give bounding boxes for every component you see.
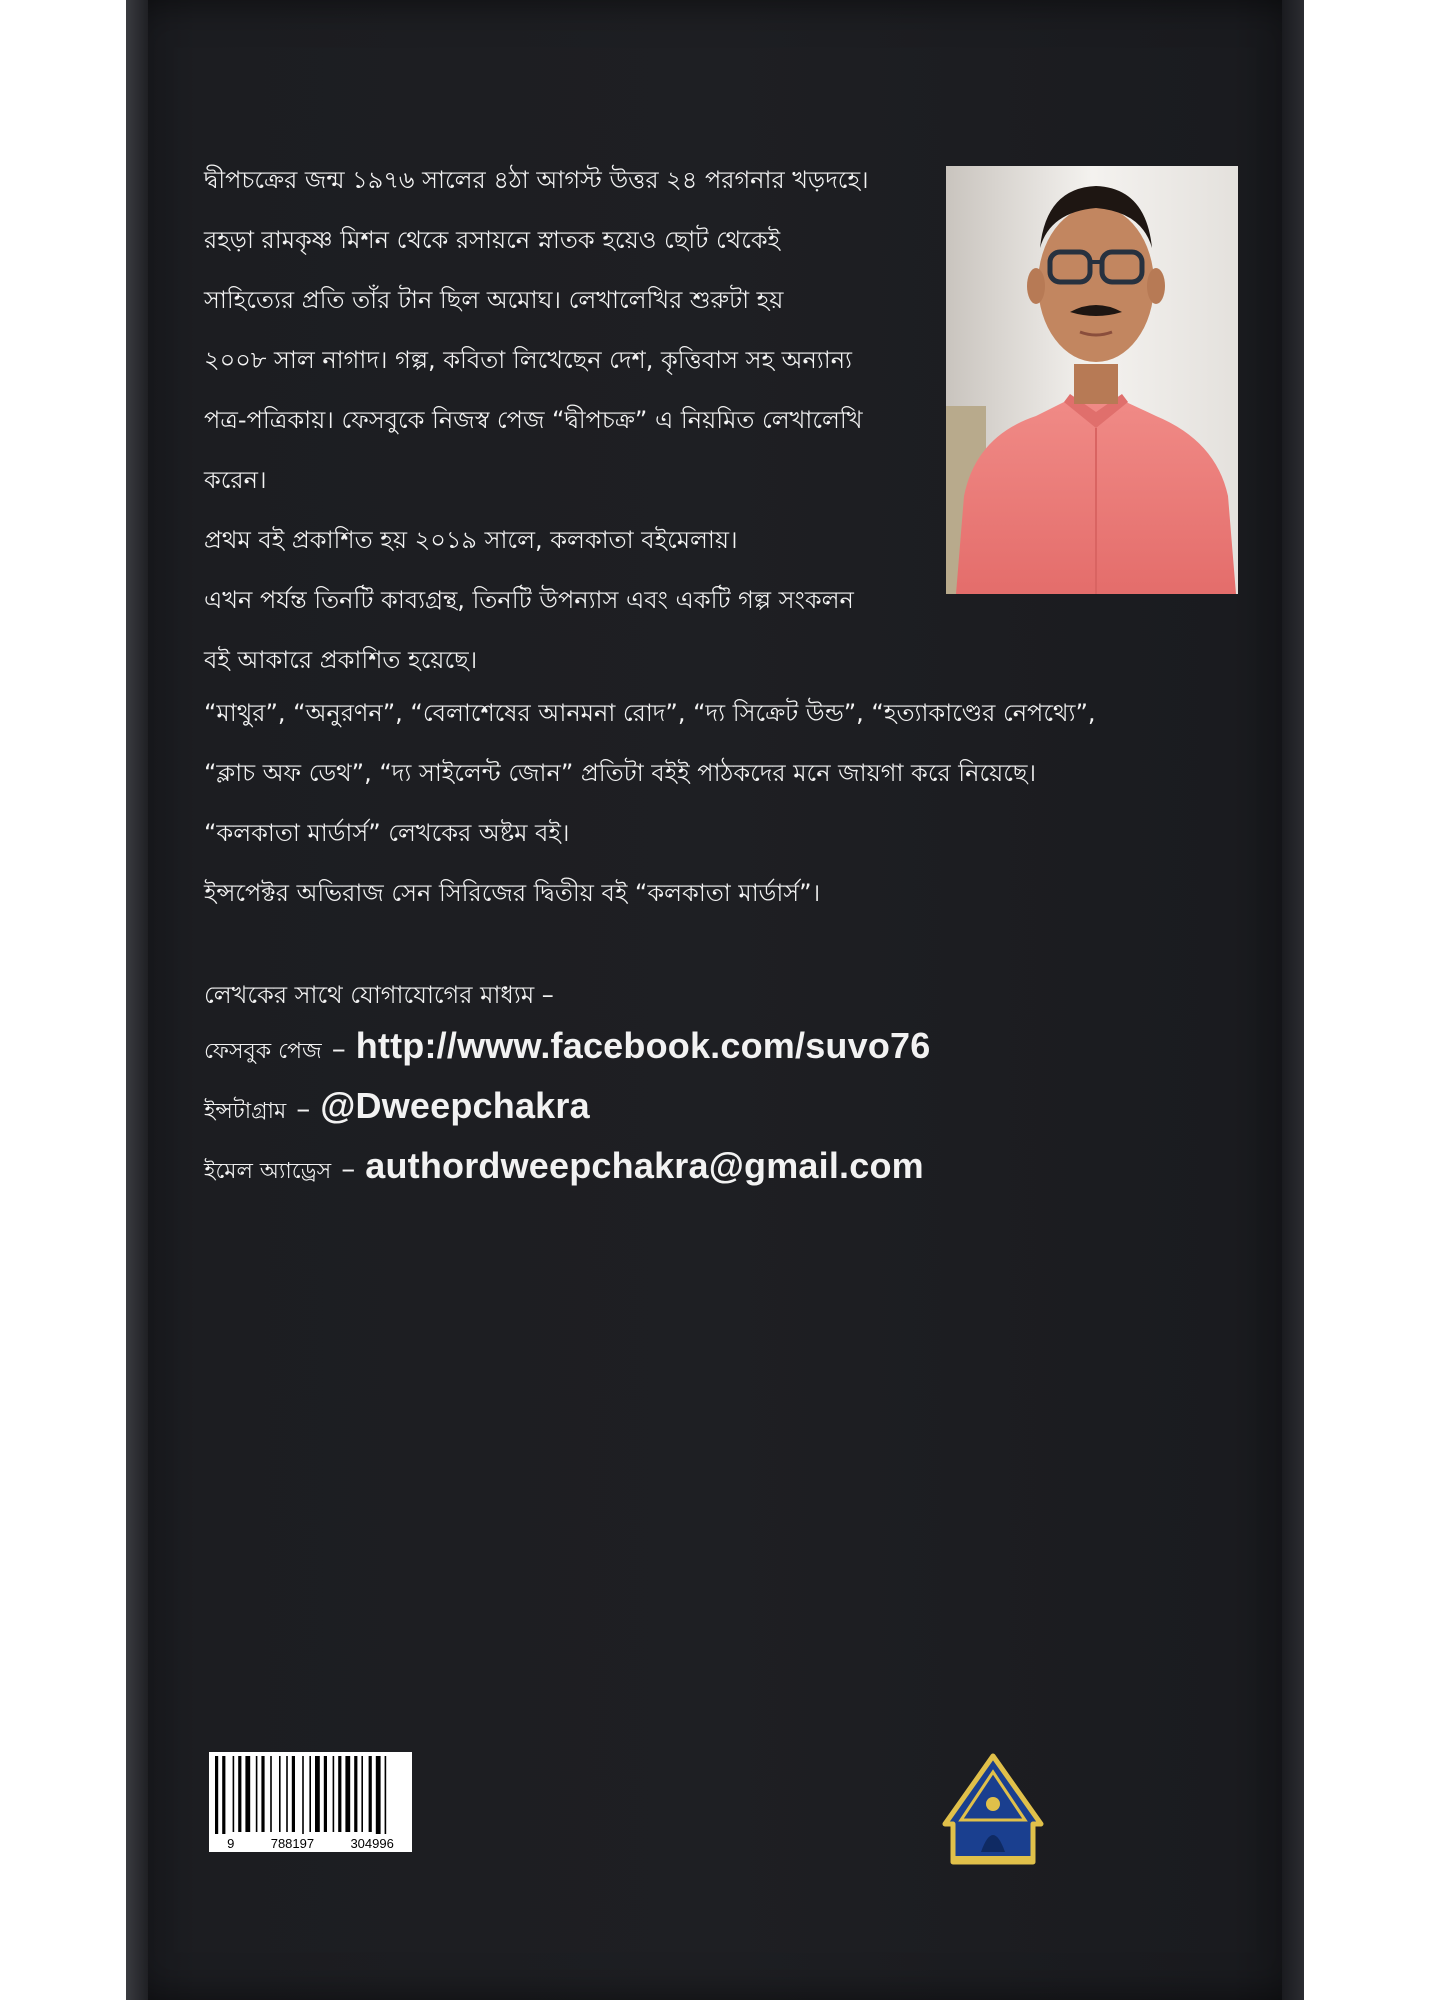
bio-line: সাহিত্যের প্রতি তাঁর টান ছিল অমোঘ। লেখালেখির শুরুটা হয় (204, 286, 784, 314)
publisher-logo-graphic (941, 1752, 1045, 1870)
barcode-bar (270, 1756, 272, 1832)
email-label: ইমেল অ্যাড্রেস (204, 1159, 332, 1184)
bio-line: প্রথম বই প্রকাশিত হয় ২০১৯ সালে, কলকাতা বইমেলায়। (204, 526, 738, 554)
contact-heading-row (204, 965, 1244, 1025)
barcode-bar (369, 1756, 372, 1832)
isbn-lead-digit: 9 (227, 1835, 235, 1851)
bio-line: বই আকারে প্রকাশিত হয়েছে। (204, 646, 478, 674)
barcode-bar (245, 1756, 250, 1832)
barcode-bar (385, 1756, 387, 1846)
barcode-bar (324, 1756, 327, 1832)
barcode-bar (233, 1756, 235, 1832)
email-address[interactable]: authordweepchakra@gmail.com (365, 1145, 924, 1186)
instagram-label: ইন্সটাগ্রাম (204, 1099, 287, 1124)
barcode-bar (279, 1756, 281, 1832)
barcode-bar (354, 1756, 357, 1832)
barcode-bar (222, 1756, 225, 1846)
barcode-bar (338, 1756, 341, 1832)
cover-left-edge (126, 0, 148, 2000)
works-line: “কলকাতা মার্ডার্স” লেখকের অষ্টম বই। (204, 819, 570, 847)
barcode-bar (361, 1756, 363, 1832)
bio-line: রহড়া রামকৃষ্ণ মিশন থেকে রসায়নে স্নাতক হয়েও ছোট থেকেই (204, 226, 781, 254)
cover-right-edge (1282, 0, 1304, 2000)
facebook-link[interactable]: http://www.facebook.com/suvo76 (355, 1025, 931, 1066)
barcode-bar (238, 1756, 241, 1832)
works-line: “মাথুর”, “অনুরণন”, “বেলাশেষের আনমনা রোদ”, “দ্য সিক্রেট উন্ড”, “হত্যাকাণ্ডের নেপথ্যে”, (204, 699, 1096, 727)
isbn-group: 304996 (350, 1835, 394, 1851)
isbn-group: 788197 (270, 1835, 315, 1851)
barcode-bar (302, 1756, 304, 1846)
email-row (204, 1145, 1244, 1205)
barcode-bar (256, 1756, 258, 1832)
barcode-bar (286, 1756, 288, 1832)
author-bio (204, 150, 944, 690)
bio-line: পত্র-পত্রিকায়। ফেসবুকে নিজস্ব পেজ “দ্বীপচক্র” এ নিয়মিত লেখালেখি (204, 406, 863, 434)
contact-section (204, 965, 1244, 1205)
instagram-handle[interactable]: @Dweepchakra (320, 1085, 590, 1126)
separator-dash: – (296, 1092, 311, 1125)
separator-dash: – (331, 1032, 346, 1065)
instagram-row (204, 1085, 1244, 1145)
barcode-bar (292, 1756, 295, 1832)
barcode-bar (333, 1756, 335, 1832)
publisher-logo-icon (941, 1752, 1045, 1870)
barcode-bar (345, 1756, 350, 1832)
barcode-bar (261, 1756, 264, 1832)
separator-dash: – (341, 1152, 356, 1185)
barcode-bar (215, 1756, 218, 1846)
books-list (204, 683, 1244, 923)
author-photo (946, 166, 1238, 594)
isbn-barcode (209, 1752, 412, 1852)
facebook-row (204, 1025, 1244, 1085)
works-line: “ক্লাচ অফ ডেথ”, “দ্য সাইলেন্ট জোন” প্রতিটা বইই পাঠকদের মনে জায়গা করে নিয়েছে। (204, 759, 1037, 787)
bio-line: দ্বীপচক্রের জন্ম ১৯৭৬ সালের ৪ঠা আগস্ট উত্তর ২৪ পরগনার খড়দহে। (204, 166, 869, 194)
works-line: ইন্সপেক্টর অভিরাজ সেন সিরিজের দ্বিতীয় বই “কলকাতা মার্ডার্স”। (204, 879, 821, 907)
contact-heading: লেখকের সাথে যোগাযোগের মাধ্যম – (204, 981, 554, 1009)
bio-line: ২০০৮ সাল নাগাদ। গল্প, কবিতা লিখেছেন দেশ, কৃত্তিবাস সহ অন্যান্য (204, 346, 852, 374)
barcode-bar (309, 1756, 311, 1832)
barcode-bar (315, 1756, 320, 1832)
facebook-label: ফেসবুক পেজ (204, 1039, 322, 1064)
bio-line: করেন। (204, 466, 267, 494)
isbn-number (209, 1834, 412, 1852)
bio-line: এখন পর্যন্ত তিনটি কাব্যগ্রন্থ, তিনটি উপন্যাস এবং একটি গল্প সংকলন (204, 586, 854, 614)
barcode-bar (376, 1756, 381, 1846)
author-portrait-illustration (946, 166, 1238, 594)
